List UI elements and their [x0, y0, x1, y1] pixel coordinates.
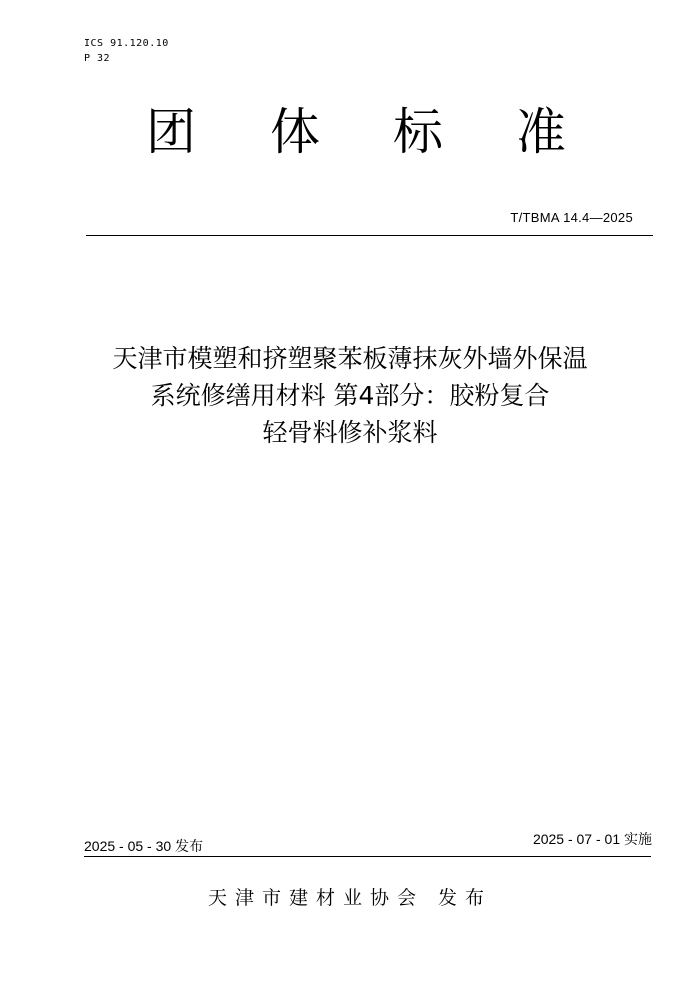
- document-type-title: [0, 100, 700, 170]
- title-line: 轻骨料修补浆料: [262, 418, 438, 447]
- implement-date: [533, 829, 652, 849]
- publish-date: [84, 836, 203, 856]
- title-line: 天津市模塑和挤塑聚苯板薄抹灰外墙外保温: [112, 344, 588, 373]
- title-char: 团: [146, 103, 196, 161]
- publish-date-text: 2025 - 05 - 30 发布: [84, 838, 204, 854]
- bottom-divider: [84, 856, 651, 857]
- implement-date-text: 2025 - 07 - 01 实施: [532, 831, 652, 847]
- ics-code: ICS 91.120.10: [84, 38, 169, 49]
- standard-number: T/TBMA 14.4—2025: [510, 210, 633, 225]
- title-char: 体: [270, 103, 320, 161]
- top-divider: [86, 235, 653, 236]
- document-title: [60, 340, 640, 451]
- title-char: 标: [393, 103, 443, 161]
- title-line: 系统修缮用材料 第4部分：胶粉复合: [150, 381, 550, 410]
- title-char: 准: [516, 103, 566, 161]
- ccs-code: P 32: [84, 53, 111, 64]
- classification-codes: [84, 36, 169, 66]
- publisher: 天津市建材业协会 发布: [207, 887, 493, 909]
